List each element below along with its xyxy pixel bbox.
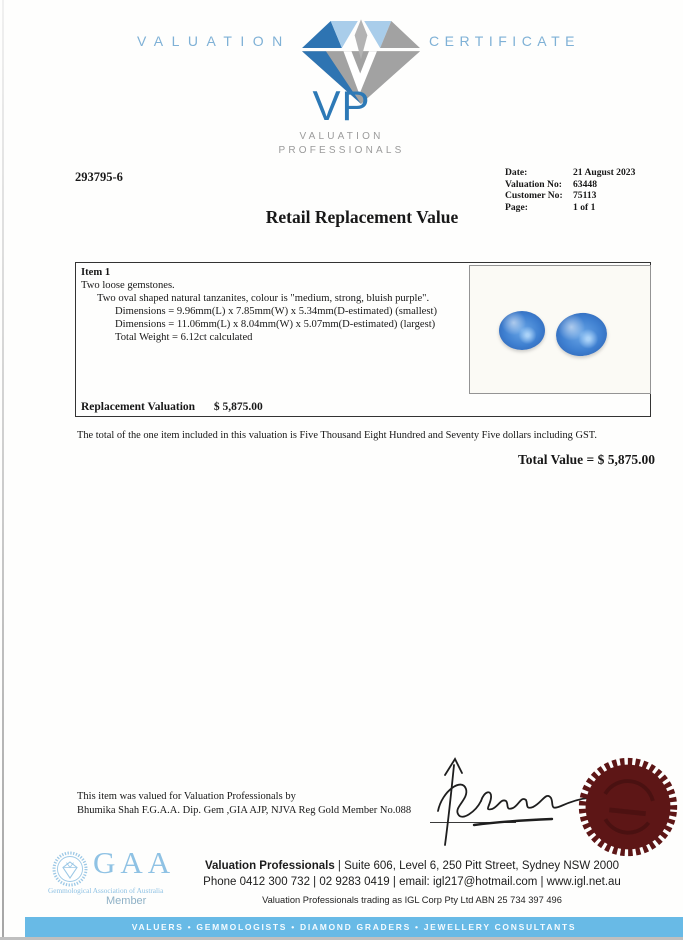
gaa-association-name: Gemmological Association of Australia xyxy=(48,886,164,895)
replacement-valuation-label: Replacement Valuation xyxy=(81,401,196,413)
footer-banner-text: VALUERS • GEMMOLOGISTS • DIAMOND GRADERS • JEWELLERY CONSULTANTS xyxy=(131,922,577,932)
gemstone-photo xyxy=(469,265,651,394)
footer-address-line xyxy=(132,858,683,874)
tanzanite-gem-left xyxy=(499,311,545,350)
brand-line-valuation: VALUATION xyxy=(299,131,384,142)
brand-line-professionals: PROFESSIONALS xyxy=(278,145,405,156)
footer-contact-block xyxy=(132,858,683,910)
item-heading: Item 1 xyxy=(81,267,111,278)
meta-label-customer-no: Customer No: xyxy=(505,190,563,202)
meta-value-customer-no: 75113 xyxy=(573,190,597,202)
footer-phone-email-line: Phone 0412 300 732 | 02 9283 0419 | email: igl217@hotmail.com | www.igl.net.au xyxy=(203,876,621,888)
wax-seal-stamp xyxy=(570,749,683,865)
attestation-line-1: This item was valued for Valuation Professionals by xyxy=(77,791,296,802)
meta-label-page: Page: xyxy=(505,201,528,213)
meta-value-page: 1 of 1 xyxy=(573,201,596,213)
footer-trading-line: Valuation Professionals trading as IGL Corp Pty Ltd ABN 25 734 397 496 xyxy=(262,895,562,905)
attestation-line-2: Bhumika Shah F.G.A.A. Dip. Gem ,GIA AJP, NJVA Reg Gold Member No.088 xyxy=(77,805,412,816)
valuation-summary-sentence: The total of the one item included in this valuation is Five Thousand Eight Hundred and Seventy Five dollars including GST. xyxy=(77,430,597,441)
meta-value-date: 21 August 2023 xyxy=(573,167,636,178)
handwritten-signature xyxy=(418,751,596,848)
replacement-valuation-amount: $ 5,875.00 xyxy=(213,401,263,413)
gaa-member-label: Member xyxy=(106,895,147,907)
meta-label-date: Date: xyxy=(505,167,528,178)
meta-label-valuation-no: Valuation No: xyxy=(505,178,562,190)
document-title: Retail Replacement Value xyxy=(265,207,459,227)
footer-company-name: Valuation Professionals xyxy=(204,860,335,872)
gaa-acronym: GAA xyxy=(93,845,176,880)
meta-value-valuation-no: 63448 xyxy=(573,178,597,190)
tanzanite-gem-right xyxy=(554,310,610,359)
footer-address: | Suite 606, Level 6, 250 Pitt Street, Sydney NSW 2000 xyxy=(337,860,619,872)
item-line-dimensions-largest: Dimensions = 11.06mm(L) x 8.04mm(W) x 5.07mm(D-estimated) (largest) xyxy=(115,319,436,331)
reference-number: 293795-6 xyxy=(75,170,123,184)
item-line-total-weight: Total Weight = 6.12ct calculated xyxy=(115,332,253,344)
item-line-detail: Two oval shaped natural tanzanites, colour is "medium, strong, bluish purple". xyxy=(97,293,430,305)
gaa-emblem-icon xyxy=(50,849,90,889)
replacement-valuation-row xyxy=(81,401,263,413)
item-line-intro: Two loose gemstones. xyxy=(81,280,175,292)
item-line-dimensions-smallest: Dimensions = 9.96mm(L) x 7.85mm(W) x 5.34mm(D-estimated) (smallest) xyxy=(115,306,437,318)
header-word-certificate: CERTIFICATE xyxy=(429,33,580,49)
item-description xyxy=(81,266,469,345)
header-word-valuation: VALUATION xyxy=(137,33,291,49)
total-value-line: Total Value = $ 5,875.00 xyxy=(518,452,655,467)
vp-monogram: VP xyxy=(312,82,371,129)
footer-banner xyxy=(25,917,683,937)
